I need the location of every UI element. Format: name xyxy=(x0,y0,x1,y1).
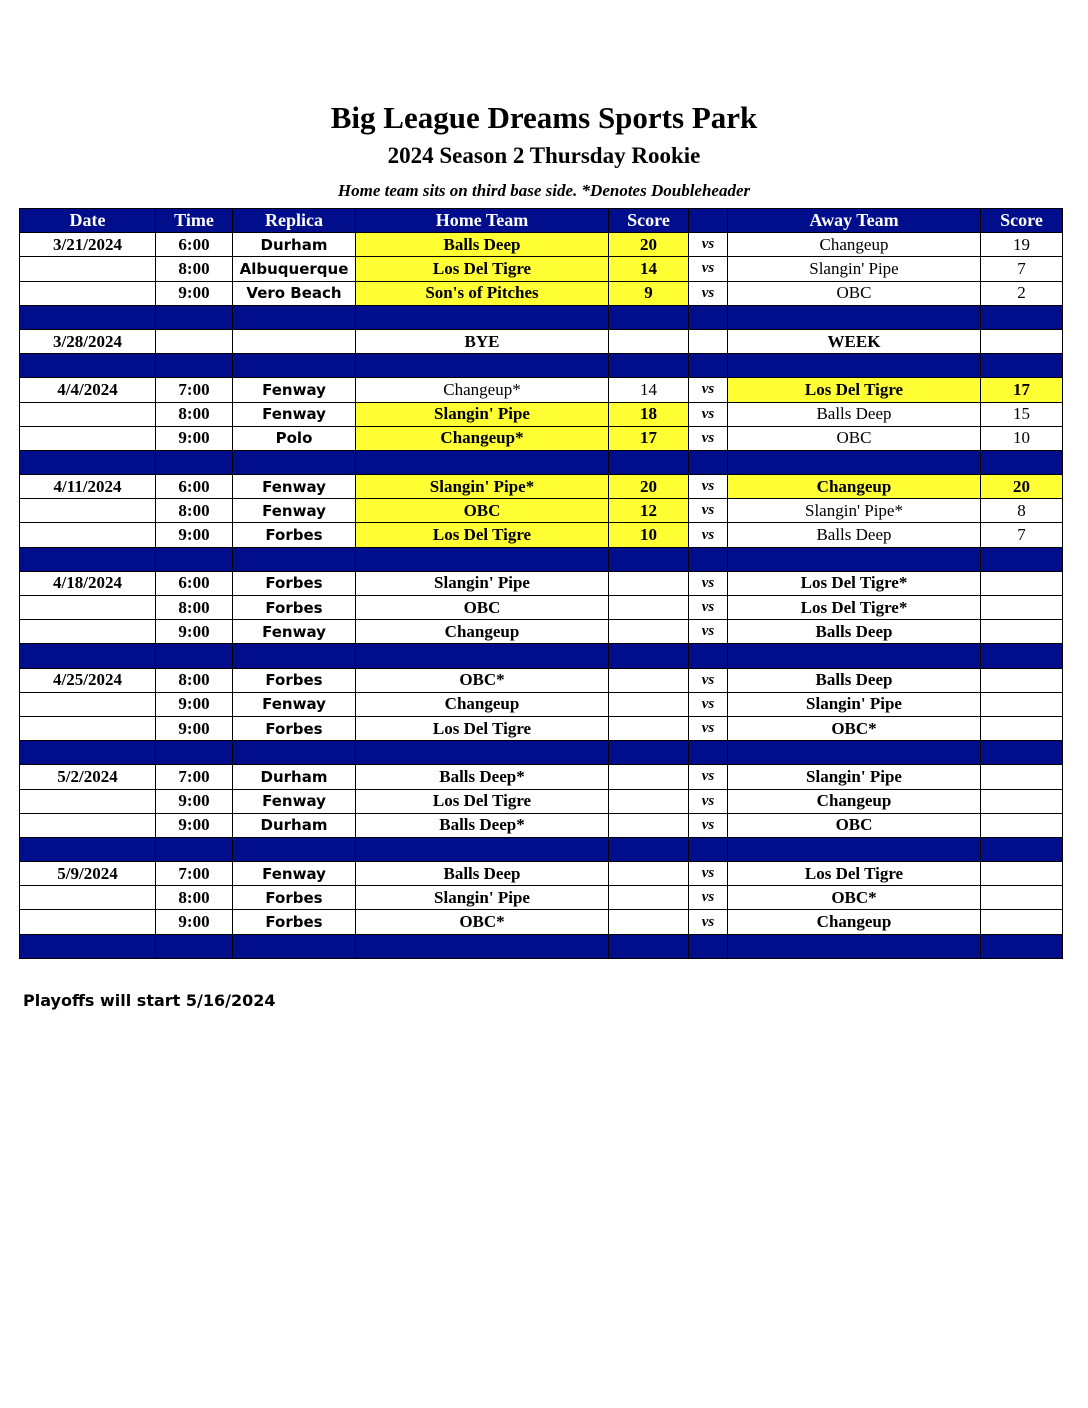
time-cell: 8:00 xyxy=(156,886,233,910)
game-row xyxy=(20,620,1063,644)
separator-cell xyxy=(981,354,1063,378)
away-team-cell: Balls Deep xyxy=(728,668,981,692)
date-cell: 3/28/2024 xyxy=(20,329,156,353)
separator-cell xyxy=(609,741,689,765)
away-score-cell xyxy=(981,596,1063,620)
vs-cell: vs xyxy=(689,378,728,402)
separator-cell xyxy=(728,305,981,329)
separator-cell xyxy=(689,741,728,765)
vs-cell: vs xyxy=(689,257,728,281)
separator-cell xyxy=(609,354,689,378)
game-row xyxy=(20,257,1063,281)
away-team-cell: Los Del Tigre* xyxy=(728,596,981,620)
schedule-table xyxy=(19,208,1063,959)
separator-cell xyxy=(233,741,356,765)
home-score-cell xyxy=(609,813,689,837)
separator-cell xyxy=(233,450,356,474)
game-row xyxy=(20,862,1063,886)
replica-cell: Vero Beach xyxy=(233,281,356,305)
home-team-cell: Son's of Pitches xyxy=(356,281,609,305)
schedule-body xyxy=(20,233,1063,959)
time-cell: 6:00 xyxy=(156,475,233,499)
home-score-cell: 17 xyxy=(609,426,689,450)
separator-row xyxy=(20,837,1063,861)
date-cell xyxy=(20,910,156,934)
vs-cell: vs xyxy=(689,716,728,740)
replica-cell: Albuquerque xyxy=(233,257,356,281)
separator-cell xyxy=(728,644,981,668)
away-score-cell: 2 xyxy=(981,281,1063,305)
home-score-cell: 12 xyxy=(609,499,689,523)
home-team-cell: Balls Deep xyxy=(356,233,609,257)
away-team-cell: OBC xyxy=(728,426,981,450)
home-score-cell xyxy=(609,596,689,620)
col-header-date: Date xyxy=(20,209,156,233)
separator-cell xyxy=(20,354,156,378)
away-team-cell: WEEK xyxy=(728,329,981,353)
time-cell: 8:00 xyxy=(156,668,233,692)
separator-cell xyxy=(728,837,981,861)
away-score-cell: 19 xyxy=(981,233,1063,257)
away-team-cell: Changeup xyxy=(728,910,981,934)
vs-cell: vs xyxy=(689,499,728,523)
col-header-time: Time xyxy=(156,209,233,233)
away-team-cell: Los Del Tigre* xyxy=(728,571,981,595)
vs-cell: vs xyxy=(689,910,728,934)
time-cell: 7:00 xyxy=(156,765,233,789)
replica-cell: Fenway xyxy=(233,378,356,402)
away-score-cell xyxy=(981,789,1063,813)
date-cell xyxy=(20,523,156,547)
vs-cell: vs xyxy=(689,475,728,499)
date-cell xyxy=(20,692,156,716)
away-score-cell: 10 xyxy=(981,426,1063,450)
vs-cell: vs xyxy=(689,886,728,910)
separator-cell xyxy=(20,644,156,668)
separator-row xyxy=(20,741,1063,765)
home-team-cell: Slangin' Pipe xyxy=(356,886,609,910)
home-score-cell: 18 xyxy=(609,402,689,426)
separator-cell xyxy=(609,837,689,861)
game-row xyxy=(20,329,1063,353)
replica-cell: Polo xyxy=(233,426,356,450)
separator-cell xyxy=(233,354,356,378)
replica-cell: Forbes xyxy=(233,910,356,934)
away-team-cell: Slangin' Pipe xyxy=(728,765,981,789)
separator-cell xyxy=(20,450,156,474)
separator-cell xyxy=(609,305,689,329)
separator-cell xyxy=(609,450,689,474)
time-cell xyxy=(156,329,233,353)
away-score-cell: 15 xyxy=(981,402,1063,426)
vs-cell: vs xyxy=(689,789,728,813)
separator-cell xyxy=(689,837,728,861)
away-score-cell xyxy=(981,668,1063,692)
game-row xyxy=(20,426,1063,450)
home-score-cell xyxy=(609,765,689,789)
replica-cell: Forbes xyxy=(233,716,356,740)
separator-cell xyxy=(609,547,689,571)
date-cell: 3/21/2024 xyxy=(20,233,156,257)
separator-cell xyxy=(20,934,156,958)
separator-cell xyxy=(156,837,233,861)
separator-row xyxy=(20,305,1063,329)
away-score-cell: 8 xyxy=(981,499,1063,523)
replica-cell: Fenway xyxy=(233,402,356,426)
page-title: Big League Dreams Sports Park xyxy=(330,100,758,135)
game-row xyxy=(20,499,1063,523)
separator-cell xyxy=(156,305,233,329)
home-team-cell: Changeup* xyxy=(356,378,609,402)
home-score-cell: 14 xyxy=(609,378,689,402)
date-cell: 4/18/2024 xyxy=(20,571,156,595)
game-row xyxy=(20,596,1063,620)
vs-cell: vs xyxy=(689,596,728,620)
home-score-cell: 9 xyxy=(609,281,689,305)
date-cell xyxy=(20,257,156,281)
col-header-home-score: Score xyxy=(609,209,689,233)
separator-cell xyxy=(689,934,728,958)
game-row xyxy=(20,692,1063,716)
game-row xyxy=(20,886,1063,910)
time-cell: 8:00 xyxy=(156,499,233,523)
game-row xyxy=(20,668,1063,692)
date-cell xyxy=(20,716,156,740)
time-cell: 9:00 xyxy=(156,910,233,934)
away-team-cell: Balls Deep xyxy=(728,523,981,547)
col-header-away-team: Away Team xyxy=(728,209,981,233)
home-team-cell: OBC* xyxy=(356,910,609,934)
separator-cell xyxy=(20,547,156,571)
home-score-cell xyxy=(609,886,689,910)
separator-cell xyxy=(728,741,981,765)
game-row xyxy=(20,402,1063,426)
separator-cell xyxy=(981,837,1063,861)
away-team-cell: Los Del Tigre xyxy=(728,378,981,402)
game-row xyxy=(20,475,1063,499)
vs-cell: vs xyxy=(689,281,728,305)
home-score-cell xyxy=(609,668,689,692)
replica-cell: Fenway xyxy=(233,620,356,644)
away-team-cell: Changeup xyxy=(728,789,981,813)
vs-cell: vs xyxy=(689,523,728,547)
separator-cell xyxy=(356,741,609,765)
separator-cell xyxy=(156,644,233,668)
replica-cell xyxy=(233,329,356,353)
separator-row xyxy=(20,644,1063,668)
replica-cell: Fenway xyxy=(233,862,356,886)
home-score-cell xyxy=(609,789,689,813)
date-cell: 4/25/2024 xyxy=(20,668,156,692)
date-cell: 5/2/2024 xyxy=(20,765,156,789)
vs-cell: vs xyxy=(689,571,728,595)
separator-cell xyxy=(981,644,1063,668)
separator-cell xyxy=(356,305,609,329)
time-cell: 6:00 xyxy=(156,571,233,595)
playoffs-note: Playoffs will start 5/16/2024 xyxy=(23,991,276,1010)
away-team-cell: Slangin' Pipe xyxy=(728,257,981,281)
separator-cell xyxy=(981,305,1063,329)
date-cell: 4/4/2024 xyxy=(20,378,156,402)
game-row xyxy=(20,789,1063,813)
replica-cell: Durham xyxy=(233,233,356,257)
home-team-cell: Balls Deep* xyxy=(356,813,609,837)
home-score-cell xyxy=(609,692,689,716)
separator-cell xyxy=(609,644,689,668)
date-cell xyxy=(20,620,156,644)
home-team-cell: Slangin' Pipe xyxy=(356,402,609,426)
vs-cell: vs xyxy=(689,233,728,257)
home-score-cell: 14 xyxy=(609,257,689,281)
home-team-cell: Changeup xyxy=(356,620,609,644)
home-team-cell: Los Del Tigre xyxy=(356,257,609,281)
home-team-cell: Balls Deep* xyxy=(356,765,609,789)
away-team-cell: Balls Deep xyxy=(728,402,981,426)
separator-cell xyxy=(156,741,233,765)
game-row xyxy=(20,813,1063,837)
game-row xyxy=(20,765,1063,789)
separator-cell xyxy=(689,644,728,668)
home-team-cell: Slangin' Pipe xyxy=(356,571,609,595)
col-header-replica: Replica xyxy=(233,209,356,233)
vs-cell: vs xyxy=(689,692,728,716)
replica-cell: Forbes xyxy=(233,523,356,547)
game-row xyxy=(20,281,1063,305)
time-cell: 7:00 xyxy=(156,378,233,402)
vs-cell: vs xyxy=(689,765,728,789)
date-cell xyxy=(20,402,156,426)
separator-cell xyxy=(156,354,233,378)
game-row xyxy=(20,571,1063,595)
away-team-cell: Balls Deep xyxy=(728,620,981,644)
separator-cell xyxy=(356,837,609,861)
away-team-cell: OBC* xyxy=(728,716,981,740)
header-row xyxy=(20,209,1063,233)
time-cell: 9:00 xyxy=(156,523,233,547)
home-team-cell: OBC* xyxy=(356,668,609,692)
time-cell: 9:00 xyxy=(156,813,233,837)
home-score-cell xyxy=(609,329,689,353)
replica-cell: Forbes xyxy=(233,886,356,910)
time-cell: 7:00 xyxy=(156,862,233,886)
vs-cell: vs xyxy=(689,862,728,886)
date-cell: 4/11/2024 xyxy=(20,475,156,499)
separator-cell xyxy=(233,934,356,958)
schedule-note: Home team sits on third base side. *Denotes Doubleheader xyxy=(337,181,751,200)
date-cell xyxy=(20,499,156,523)
separator-cell xyxy=(728,450,981,474)
away-score-cell xyxy=(981,862,1063,886)
separator-row xyxy=(20,450,1063,474)
home-score-cell: 20 xyxy=(609,475,689,499)
page-subtitle: 2024 Season 2 Thursday Rookie xyxy=(387,143,701,168)
separator-cell xyxy=(233,547,356,571)
separator-row xyxy=(20,934,1063,958)
separator-cell xyxy=(728,354,981,378)
replica-cell: Forbes xyxy=(233,668,356,692)
separator-cell xyxy=(356,934,609,958)
game-row xyxy=(20,378,1063,402)
separator-cell xyxy=(156,450,233,474)
away-team-cell: OBC* xyxy=(728,886,981,910)
separator-row xyxy=(20,547,1063,571)
home-score-cell: 20 xyxy=(609,233,689,257)
home-score-cell xyxy=(609,571,689,595)
time-cell: 8:00 xyxy=(156,596,233,620)
separator-cell xyxy=(689,354,728,378)
away-team-cell: Los Del Tigre xyxy=(728,862,981,886)
date-cell xyxy=(20,886,156,910)
home-team-cell: Changeup* xyxy=(356,426,609,450)
col-header-away-score: Score xyxy=(981,209,1063,233)
away-team-cell: OBC xyxy=(728,281,981,305)
separator-cell xyxy=(609,934,689,958)
time-cell: 6:00 xyxy=(156,233,233,257)
separator-cell xyxy=(981,934,1063,958)
vs-cell xyxy=(689,329,728,353)
away-score-cell xyxy=(981,329,1063,353)
time-cell: 9:00 xyxy=(156,426,233,450)
away-score-cell xyxy=(981,716,1063,740)
game-row xyxy=(20,910,1063,934)
away-team-cell: Changeup xyxy=(728,475,981,499)
away-score-cell: 20 xyxy=(981,475,1063,499)
vs-cell: vs xyxy=(689,402,728,426)
time-cell: 9:00 xyxy=(156,281,233,305)
separator-cell xyxy=(689,547,728,571)
game-row xyxy=(20,523,1063,547)
separator-cell xyxy=(233,305,356,329)
replica-cell: Durham xyxy=(233,765,356,789)
replica-cell: Forbes xyxy=(233,571,356,595)
col-header-vs xyxy=(689,209,728,233)
separator-cell xyxy=(20,741,156,765)
away-score-cell: 17 xyxy=(981,378,1063,402)
away-score-cell: 7 xyxy=(981,523,1063,547)
separator-cell xyxy=(156,547,233,571)
separator-cell xyxy=(356,547,609,571)
vs-cell: vs xyxy=(689,813,728,837)
separator-cell xyxy=(689,450,728,474)
away-score-cell: 7 xyxy=(981,257,1063,281)
separator-cell xyxy=(156,934,233,958)
time-cell: 8:00 xyxy=(156,257,233,281)
game-row xyxy=(20,233,1063,257)
away-score-cell xyxy=(981,886,1063,910)
separator-cell xyxy=(689,305,728,329)
date-cell xyxy=(20,426,156,450)
separator-cell xyxy=(981,547,1063,571)
separator-cell xyxy=(20,305,156,329)
separator-cell xyxy=(356,450,609,474)
separator-cell xyxy=(981,741,1063,765)
home-team-cell: Los Del Tigre xyxy=(356,789,609,813)
time-cell: 9:00 xyxy=(156,692,233,716)
away-score-cell xyxy=(981,692,1063,716)
separator-cell xyxy=(981,450,1063,474)
home-team-cell: OBC xyxy=(356,499,609,523)
game-row xyxy=(20,716,1063,740)
vs-cell: vs xyxy=(689,426,728,450)
away-score-cell xyxy=(981,765,1063,789)
home-team-cell: Los Del Tigre xyxy=(356,716,609,740)
home-team-cell: Balls Deep xyxy=(356,862,609,886)
separator-cell xyxy=(20,837,156,861)
separator-cell xyxy=(233,837,356,861)
away-team-cell: Slangin' Pipe xyxy=(728,692,981,716)
away-team-cell: Changeup xyxy=(728,233,981,257)
replica-cell: Fenway xyxy=(233,789,356,813)
separator-cell xyxy=(233,644,356,668)
home-team-cell: Slangin' Pipe* xyxy=(356,475,609,499)
separator-row xyxy=(20,354,1063,378)
away-score-cell xyxy=(981,813,1063,837)
home-score-cell xyxy=(609,620,689,644)
date-cell xyxy=(20,789,156,813)
date-cell xyxy=(20,281,156,305)
home-team-cell: OBC xyxy=(356,596,609,620)
away-team-cell: Slangin' Pipe* xyxy=(728,499,981,523)
home-score-cell xyxy=(609,862,689,886)
away-score-cell xyxy=(981,910,1063,934)
replica-cell: Forbes xyxy=(233,596,356,620)
time-cell: 8:00 xyxy=(156,402,233,426)
home-team-cell: Los Del Tigre xyxy=(356,523,609,547)
col-header-home-team: Home Team xyxy=(356,209,609,233)
replica-cell: Fenway xyxy=(233,499,356,523)
date-cell xyxy=(20,813,156,837)
time-cell: 9:00 xyxy=(156,620,233,644)
separator-cell xyxy=(728,934,981,958)
home-score-cell: 10 xyxy=(609,523,689,547)
date-cell xyxy=(20,596,156,620)
home-score-cell xyxy=(609,910,689,934)
home-team-cell: Changeup xyxy=(356,692,609,716)
separator-cell xyxy=(356,644,609,668)
away-score-cell xyxy=(981,620,1063,644)
home-team-cell: BYE xyxy=(356,329,609,353)
replica-cell: Fenway xyxy=(233,692,356,716)
home-score-cell xyxy=(609,716,689,740)
vs-cell: vs xyxy=(689,620,728,644)
away-team-cell: OBC xyxy=(728,813,981,837)
vs-cell: vs xyxy=(689,668,728,692)
time-cell: 9:00 xyxy=(156,716,233,740)
date-cell: 5/9/2024 xyxy=(20,862,156,886)
separator-cell xyxy=(356,354,609,378)
replica-cell: Fenway xyxy=(233,475,356,499)
away-score-cell xyxy=(981,571,1063,595)
time-cell: 9:00 xyxy=(156,789,233,813)
separator-cell xyxy=(728,547,981,571)
replica-cell: Durham xyxy=(233,813,356,837)
